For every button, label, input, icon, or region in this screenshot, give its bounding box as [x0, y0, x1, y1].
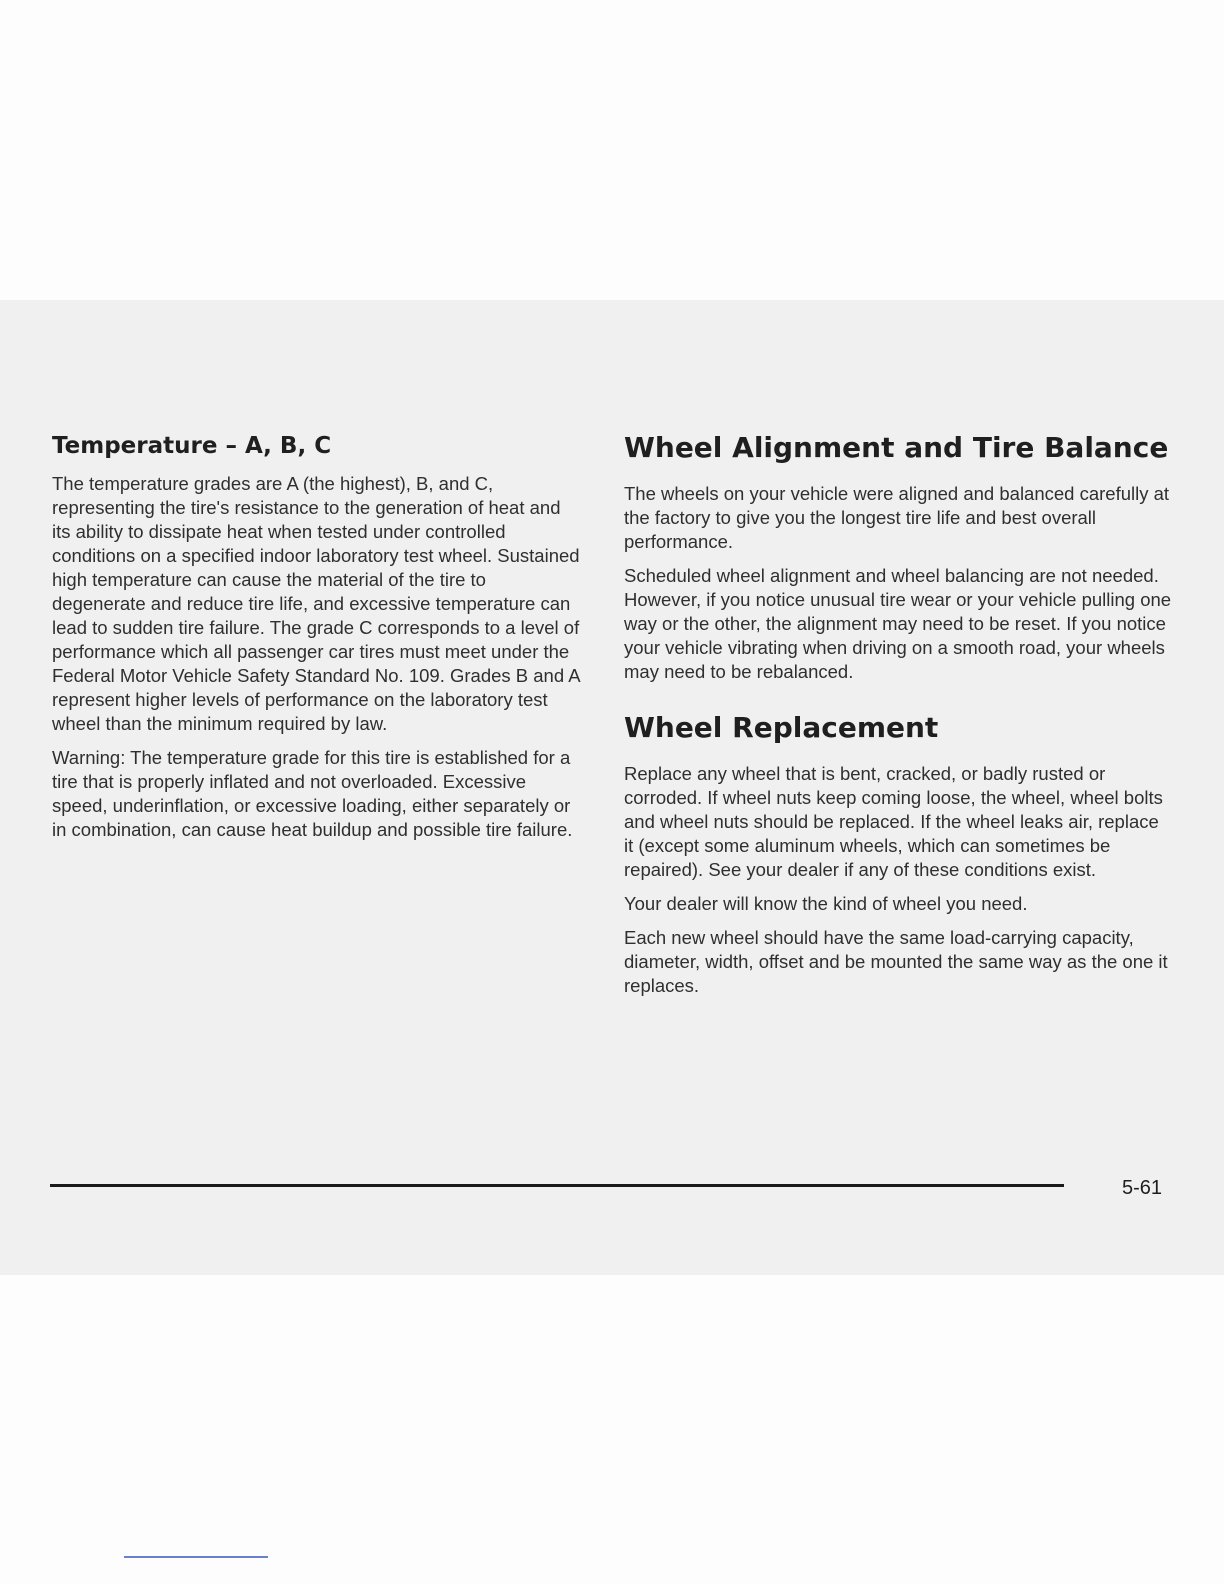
temperature-heading: Temperature – A, B, C [52, 433, 332, 459]
footer-rule [50, 1184, 1064, 1187]
temperature-warning-paragraph: Warning: The temperature grade for this tire is established for a tire that is properly inflated and not overloaded. Excessive speed, underinflation, or excessive loading, either separately or in combination, can cause heat buildup and possible tire failure. [52, 747, 573, 840]
wheel-alignment-paragraph: The wheels on your vehicle were aligned and balanced carefully at the factory to give you the longest tire life and best overall performance. [624, 483, 1170, 552]
right-column [624, 430, 1172, 1008]
left-column [52, 430, 582, 852]
wheel-replacement-paragraph: Replace any wheel that is bent, cracked, or badly rusted or corroded. If wheel nuts keep coming loose, the wheel, wheel bolts and wheel nuts should be replaced. If the wheel leaks air, replace it (except some aluminum wheels, which can sometimes be repaired). See your dealer if any of these conditions exist. [624, 763, 1163, 880]
temperature-paragraph: The temperature grades are A (the highest), B, and C, representing the tire's resistance to the generation of heat and its ability to dissipate heat when tested under controlled conditions on a specified indoor laboratory test wheel. Sustained high temperature can cause the material of the tire to degenerate and reduce tire life, and excessive temperature can lead to sudden tire failure. The grade C corresponds to a level of performance which all passenger car tires must meet under the Federal Motor Vehicle Safety Standard No. 109. Grades B and A represent higher levels of performance on the laboratory test wheel than the minimum required by law. [52, 473, 580, 734]
wheel-alignment-paragraph: Scheduled wheel alignment and wheel balancing are not needed. However, if you notice unusual tire wear or your vehicle pulling one way or the other, the alignment may need to be reset. If you notice your vehicle vibrating when driving on a smooth road, your wheels may need to be rebalanced. [624, 565, 1172, 682]
page-number: 5-61 [1121, 1177, 1162, 1199]
bottom-link-underline[interactable] [124, 1556, 268, 1558]
wheel-replacement-heading: Wheel Replacement [624, 711, 939, 744]
wheel-alignment-heading: Wheel Alignment and Tire Balance [624, 431, 1169, 464]
section-spacer [624, 694, 1172, 710]
wheel-replacement-paragraph: Each new wheel should have the same load-carrying capacity, diameter, width, offset and be mounted the same way as the one it replaces. [624, 927, 1168, 996]
wheel-replacement-paragraph: Your dealer will know the kind of wheel you need. [624, 893, 1028, 914]
